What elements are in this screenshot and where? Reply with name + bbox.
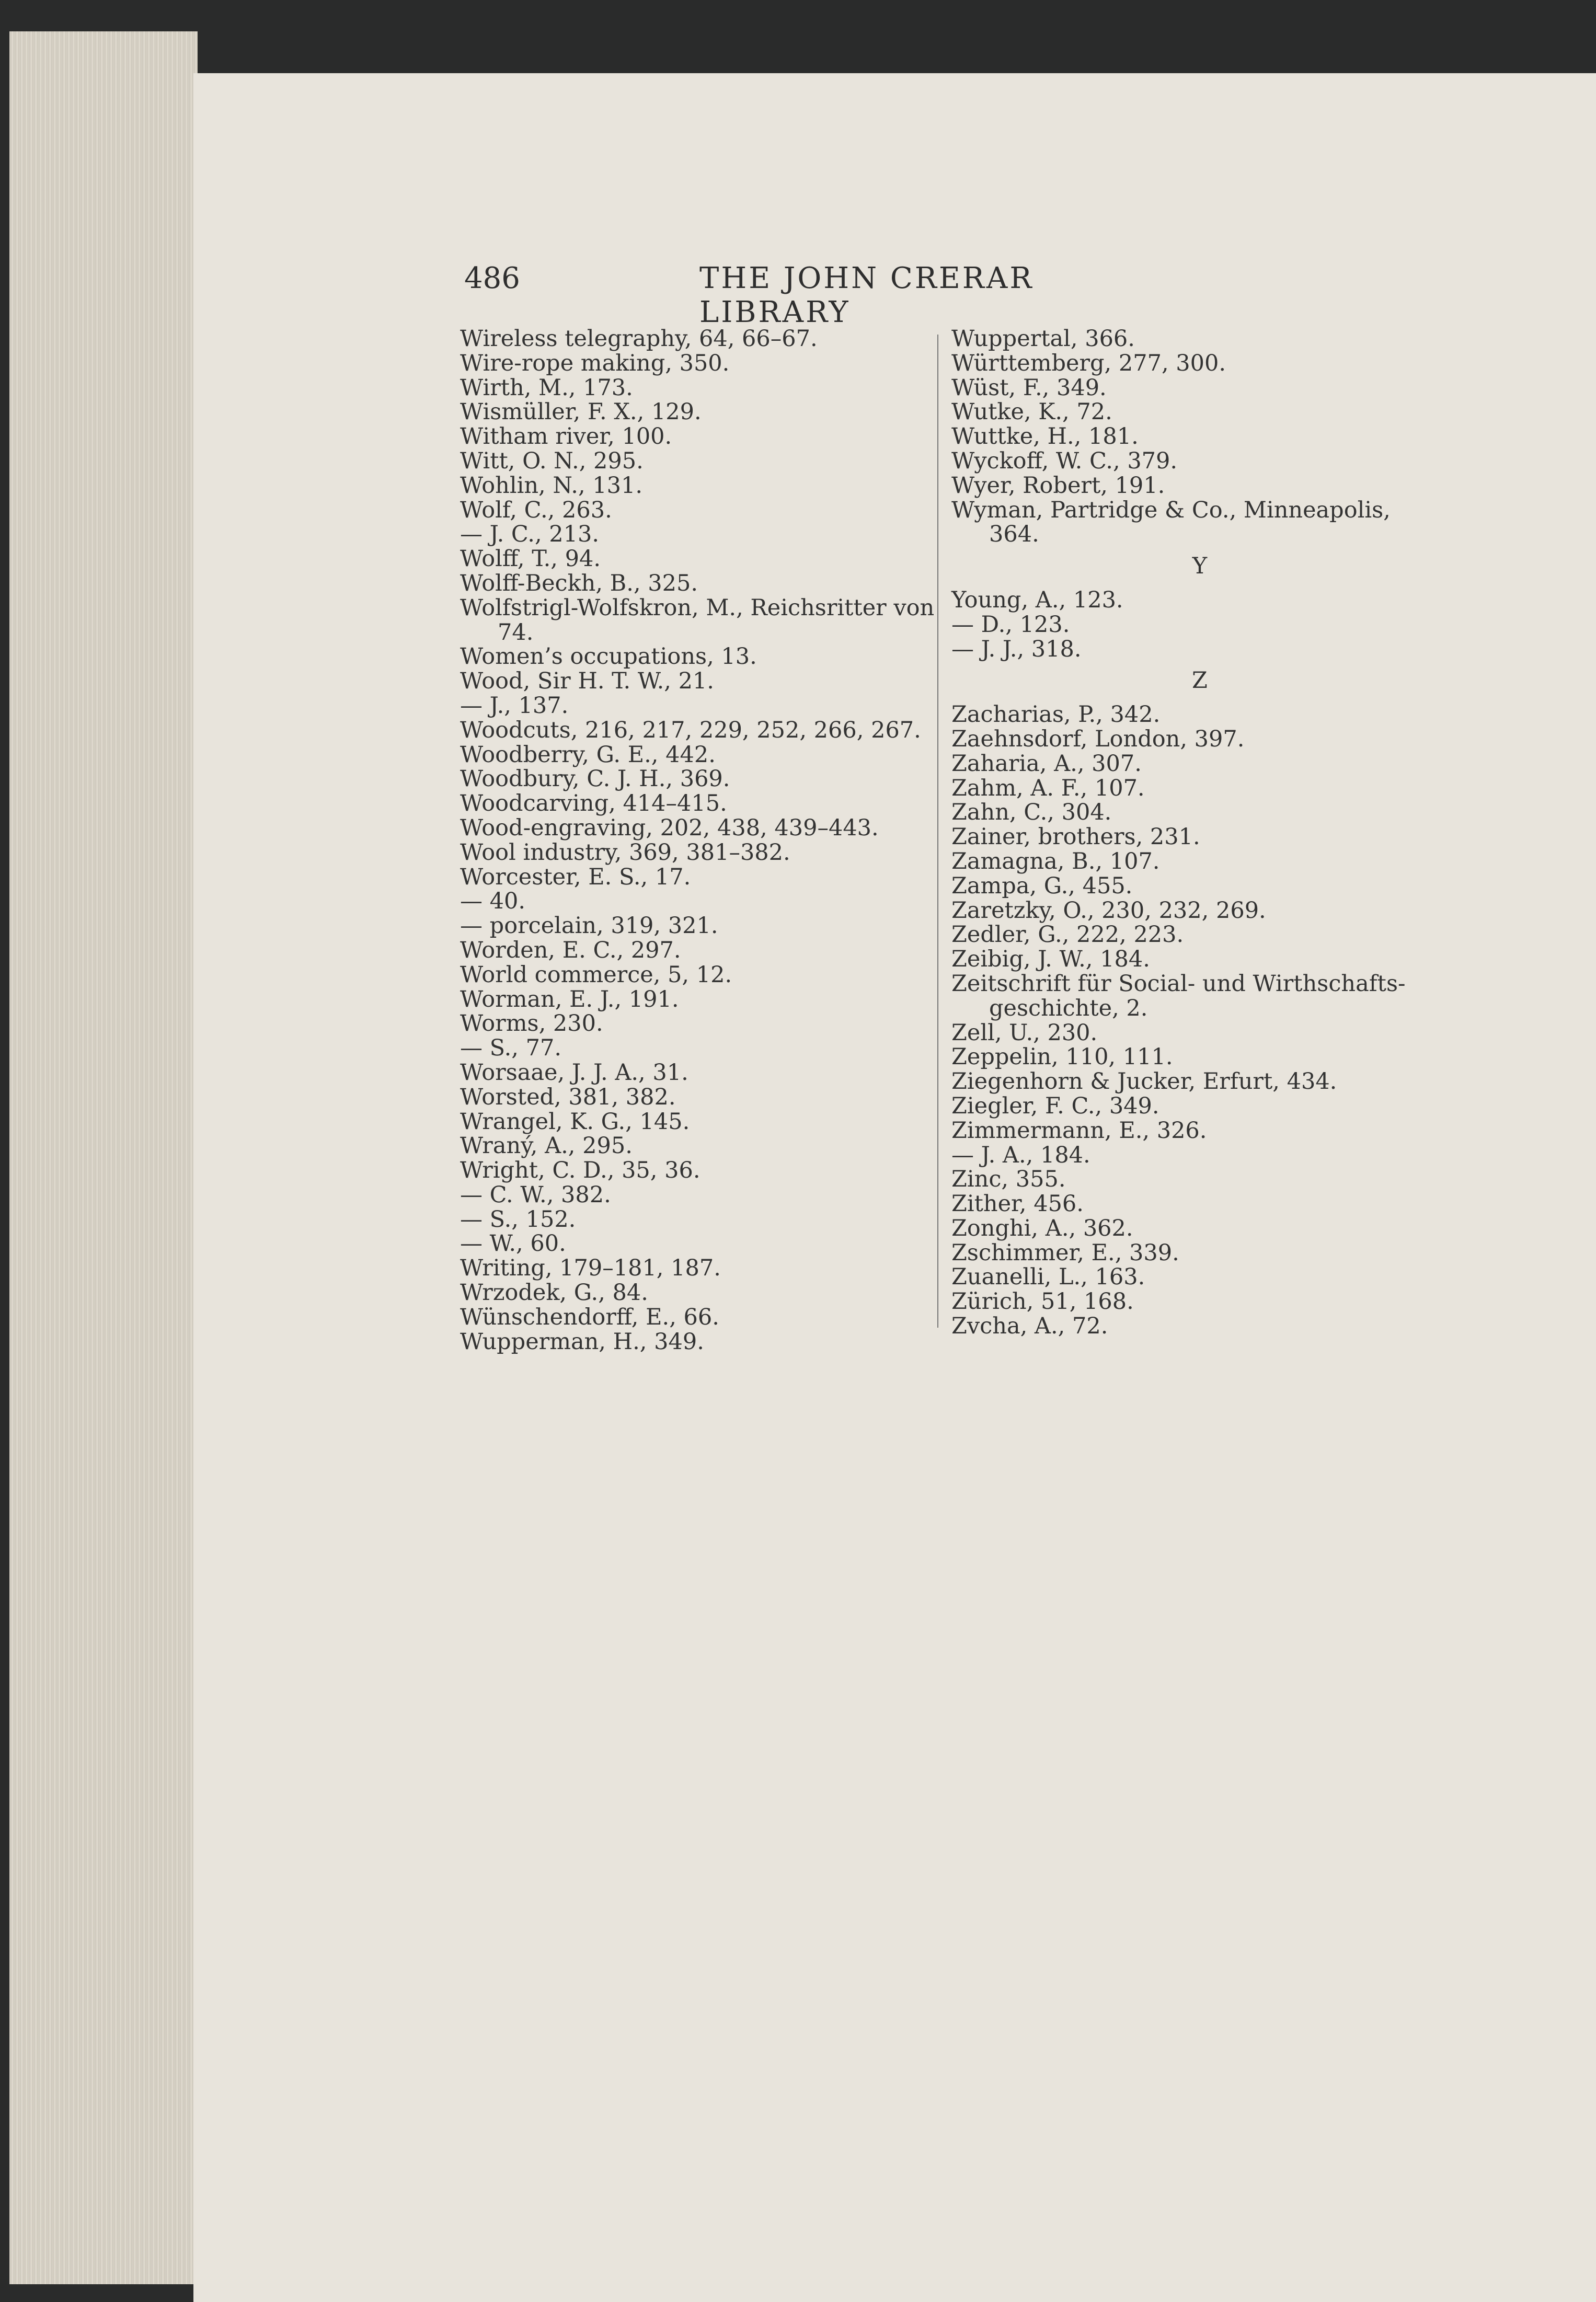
- index-entry: Wirth, M., 173.: [460, 374, 633, 401]
- index-entry: Witham river, 100.: [460, 423, 672, 450]
- index-entry-continuation: 74.: [498, 619, 534, 646]
- index-entry: Women’s occupations, 13.: [460, 643, 757, 670]
- index-entry: Zampa, G., 455.: [951, 872, 1133, 899]
- running-title: THE JOHN CRERAR LIBRARY: [699, 261, 1034, 329]
- index-entry: Worsaae, J. J. A., 31.: [460, 1059, 688, 1086]
- index-entry: Zedler, G., 222, 223.: [951, 922, 1184, 948]
- column-divider: [937, 335, 938, 1328]
- index-entry: Wohlin, N., 131.: [460, 472, 643, 499]
- book-page-edges: [9, 31, 198, 2284]
- letter-heading-z: Z: [1192, 667, 1208, 694]
- index-entry: Wrzodek, G., 84.: [460, 1280, 648, 1306]
- index-entry: Wolfstrigl-Wolfskron, M., Reichsritter von: [460, 594, 935, 621]
- page-number: 486: [464, 261, 520, 295]
- index-entry-continuation: 364.: [989, 521, 1039, 548]
- index-entry: Wutke, K., 72.: [951, 399, 1112, 425]
- index-entry: Woodcuts, 216, 217, 229, 252, 266, 267.: [460, 717, 921, 743]
- index-entry: Zacharias, P., 342.: [951, 701, 1161, 728]
- index-entry: Young, A., 123.: [951, 586, 1123, 613]
- index-entry: Wyckoff, W. C., 379.: [951, 447, 1178, 474]
- index-entry: Ziegenhorn & Jucker, Erfurt, 434.: [951, 1068, 1337, 1095]
- index-entry: Worden, E. C., 297.: [460, 937, 681, 963]
- index-entry: Wyman, Partridge & Co., Minneapolis,: [951, 497, 1391, 523]
- index-entry: Wolf, C., 263.: [460, 497, 612, 523]
- index-column-right: [951, 327, 1448, 1339]
- index-entry: Writing, 179–181, 187.: [460, 1255, 721, 1282]
- index-entry: Woodbury, C. J. H., 369.: [460, 766, 730, 792]
- index-entry: — W., 60.: [460, 1230, 566, 1257]
- index-entry: Worman, E. J., 191.: [460, 986, 679, 1012]
- index-entry: Woodcarving, 414–415.: [460, 790, 727, 817]
- index-entry: Wire-rope making, 350.: [460, 350, 730, 376]
- index-entry: Wrangel, K. G., 145.: [460, 1108, 690, 1135]
- index-entry: Wright, C. D., 35, 36.: [460, 1157, 701, 1184]
- index-column-left: [460, 327, 933, 1354]
- index-entry: Zschimmer, E., 339.: [951, 1239, 1179, 1266]
- index-entry: — C. W., 382.: [460, 1181, 611, 1208]
- index-entry: — S., 77.: [460, 1035, 561, 1062]
- index-entry: Zonghi, A., 362.: [951, 1215, 1133, 1241]
- index-entry: Württemberg, 277, 300.: [951, 350, 1226, 376]
- index-entry: Wood, Sir H. T. W., 21.: [460, 668, 714, 695]
- index-entry: Zeitschrift für Social- und Wirthschafts-: [951, 970, 1406, 997]
- index-entry: World commerce, 5, 12.: [460, 961, 732, 988]
- index-entry: Wyer, Robert, 191.: [951, 472, 1165, 499]
- index-entry: Zvcha, A., 72.: [951, 1313, 1108, 1340]
- index-entry: Zainer, brothers, 231.: [951, 824, 1200, 850]
- index-entry: Wolff-Beckh, B., 325.: [460, 570, 698, 596]
- index-entry: Zinc, 355.: [951, 1166, 1066, 1193]
- index-entry: Wool industry, 369, 381–382.: [460, 839, 790, 866]
- index-entry: Wolff, T., 94.: [460, 546, 601, 572]
- index-entry: Zahn, C., 304.: [951, 799, 1112, 826]
- index-entry: — J., 137.: [460, 692, 569, 719]
- index-entry: Zürich, 51, 168.: [951, 1288, 1134, 1315]
- index-entry: — J. C., 213.: [460, 521, 600, 548]
- letter-heading-y: Y: [1192, 553, 1208, 580]
- index-entry: Zaehnsdorf, London, 397.: [951, 726, 1245, 752]
- index-entry: Zahm, A. F., 107.: [951, 775, 1145, 801]
- index-entry: — porcelain, 319, 321.: [460, 913, 718, 939]
- index-entry-continuation: geschichte, 2.: [989, 995, 1148, 1021]
- index-entry: Wünschendorff, E., 66.: [460, 1304, 719, 1330]
- index-entry: — 40.: [460, 888, 526, 915]
- index-entry: — D., 123.: [951, 611, 1070, 638]
- index-entry: Zimmermann, E., 326.: [951, 1117, 1207, 1144]
- index-entry: Worms, 230.: [460, 1010, 603, 1037]
- index-entry: Zell, U., 230.: [951, 1019, 1098, 1046]
- index-entry: Wismüller, F. X., 129.: [460, 399, 702, 425]
- index-entry: Wireless telegraphy, 64, 66–67.: [460, 326, 818, 352]
- page-header: [464, 261, 1186, 329]
- index-entry: Wuttke, H., 181.: [951, 423, 1139, 450]
- index-entry: Zither, 456.: [951, 1191, 1084, 1217]
- index-entry: Worcester, E. S., 17.: [460, 864, 691, 890]
- index-entry: Wraný, A., 295.: [460, 1133, 633, 1159]
- index-entry: Ziegler, F. C., 349.: [951, 1092, 1159, 1119]
- index-entry: Woodberry, G. E., 442.: [460, 741, 716, 768]
- index-entry: Wupperman, H., 349.: [460, 1328, 704, 1355]
- index-entry: Worsted, 381, 382.: [460, 1084, 676, 1110]
- index-entry: Zuanelli, L., 163.: [951, 1264, 1145, 1291]
- index-entry: Zeppelin, 110, 111.: [951, 1044, 1173, 1071]
- index-entry: Wood-engraving, 202, 438, 439–443.: [460, 814, 879, 841]
- index-entry: Zaretzky, O., 230, 232, 269.: [951, 897, 1266, 924]
- index-entry: Wuppertal, 366.: [951, 326, 1135, 352]
- index-entry: Witt, O. N., 295.: [460, 447, 644, 474]
- index-entry: Zeibig, J. W., 184.: [951, 946, 1150, 973]
- index-entry: Zamagna, B., 107.: [951, 848, 1160, 874]
- index-entry: — J. A., 184.: [951, 1142, 1090, 1168]
- index-entry: — J. J., 318.: [951, 636, 1082, 662]
- index-entry: — S., 152.: [460, 1206, 576, 1233]
- index-entry: Wüst, F., 349.: [951, 374, 1107, 401]
- index-entry: Zaharia, A., 307.: [951, 750, 1142, 777]
